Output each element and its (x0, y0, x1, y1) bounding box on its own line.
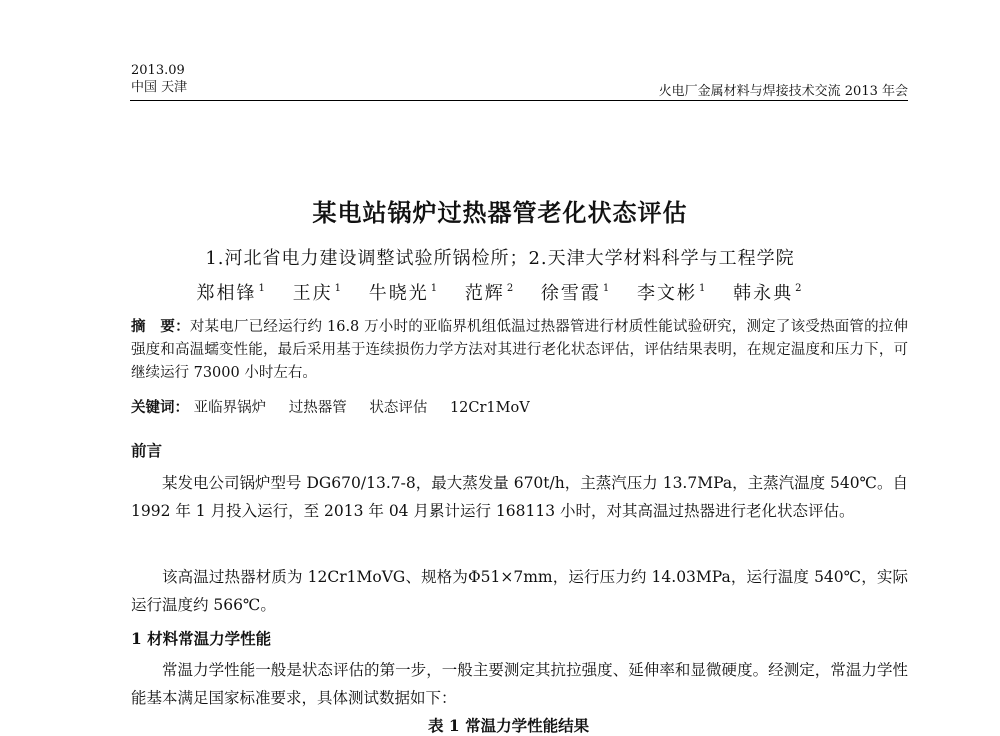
affiliations: 1.河北省电力建设调整试验所锅检所；2.天津大学材料科学与工程学院 (205, 248, 795, 269)
keyword: 亚临界锅炉 (193, 400, 267, 416)
author: 范辉 $^2$ (464, 283, 516, 304)
author: 李文彬 $^1$ (637, 283, 708, 304)
paper-title: 某电站锅炉过热器管老化状态评估 (312, 198, 688, 227)
paragraph: 该高温过热器材质为 12Cr1MoVG、规格为Φ51×7mm，运行压力约 14.03MPa，运行温度 540℃，实际运行温度约 566℃。 (131, 568, 908, 614)
header-conference: 火电厂金属材料与焊接技术交流 2013 年会 (658, 84, 908, 99)
keywords-label: 关键词： (131, 399, 189, 416)
keyword: 过热器管 (288, 400, 347, 416)
header-date: 2013.09 (131, 63, 185, 78)
author-list (0, 279, 1000, 305)
abstract-text: 对某电厂已经运行约 16.8 万小时的亚临界机组低温过热器管进行材质性能试验研究，测定了该受热面管的拉伸强度和高温蠕变性能，最后采用基于连续损伤力学方法对其进行老化状态评估，评估结果表明，在规定温度和压力下，可继续运行 73000 小时左右。 (131, 319, 909, 381)
keyword: 12Cr1MoV (449, 400, 530, 416)
author: 徐雪霞 $^1$ (540, 283, 612, 304)
author: 韩永典 $^2$ (733, 283, 804, 304)
table-caption: 表 1 常温力学性能结果 (428, 716, 590, 735)
abstract (131, 315, 908, 385)
paragraph: 常温力学性能一般是状态评估的第一步，一般主要测定其抗拉强度、延伸率和显微硬度。经测定，常温力学性能基本满足国家标准要求，具体测试数据如下： (131, 661, 908, 707)
header-rule (130, 100, 908, 101)
keywords (131, 396, 548, 417)
section-heading-preface: 前言 (131, 441, 163, 460)
author: 王庆 $^1$ (292, 283, 343, 304)
keyword: 状态评估 (369, 400, 428, 416)
paragraph: 某发电公司锅炉型号 DG670/13.7-8，最大蒸发量 670t/h，主蒸汽压力 13.7MPa，主蒸汽温度 540℃。自 1992 年 1 月投入运行，至 2013 年 04 月累计运行 168113 小时，对其高温过热器进行老化状态评估。 (131, 474, 908, 520)
header-location: 中国 天津 (131, 80, 188, 95)
abstract-label: 摘 要： (131, 318, 190, 335)
section-heading-1: 1 材料常温力学性能 (131, 629, 272, 648)
author: 牛晓光 $^1$ (368, 283, 440, 304)
header-left (131, 62, 187, 96)
author: 郑相锋 $^1$ (196, 283, 267, 304)
